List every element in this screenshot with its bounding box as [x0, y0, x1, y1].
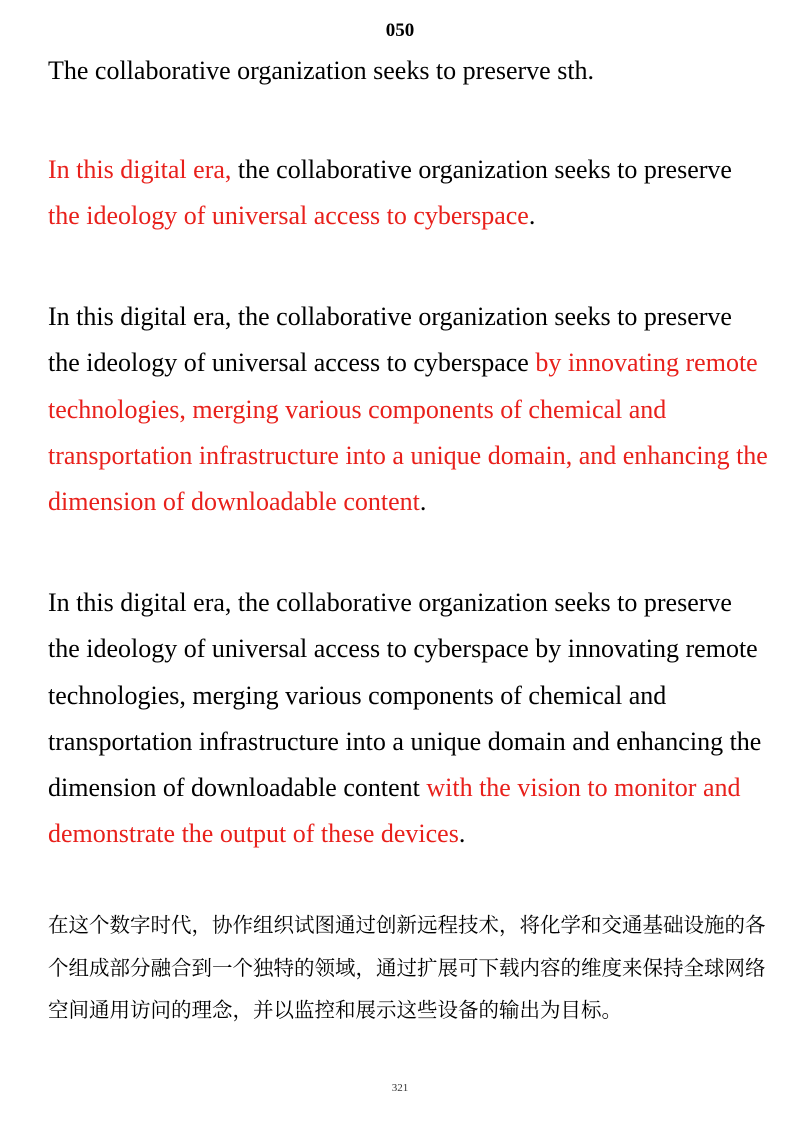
- sentence-text: In this digital era, the collaborative organization seeks to preserve the ideology of universal access to cyberspace by innovating remote technologies, merging various components of chemical and transportation infrastructure into a unique domain and enhancing the dimension of downloadable content: [48, 588, 762, 803]
- sentence-text: In this digital era, the collaborative organization seeks to preserve the ideology of universal access to cyberspace: [48, 302, 732, 378]
- sentence-punctuation: .: [419, 487, 427, 517]
- page-number: 321: [391, 1082, 409, 1094]
- base-sentence-text: The collaborative organization seeks to preserve sth.: [48, 56, 595, 85]
- sentence-punctuation: .: [458, 819, 466, 849]
- sentence-number: 050: [385, 20, 415, 41]
- sentence-text: the collaborative organization seeks to preserve: [231, 155, 732, 184]
- added-phrase: by innovating remote technologies, merging various components of chemical and transportation infrastructure into a unique domain, and enhancing the dimension of downloadable content: [48, 348, 768, 517]
- expanded-sentence-3: [48, 580, 768, 858]
- base-sentence: [48, 48, 768, 94]
- expanded-sentence-1: [48, 147, 768, 240]
- added-phrase: the ideology of universal access to cyberspace: [48, 201, 529, 231]
- chinese-translation: 在这个数字时代，协作组织试图通过创新远程技术，将化学和交通基础设施的各个组成部分融合到一个独特的领域，通过扩展可下载内容的维度来保持全球网络空间通用访问的理念，并以监控和展示这些设备的输出为目标。: [48, 913, 766, 1022]
- expanded-sentence-2: [48, 294, 768, 525]
- sentence-punctuation: .: [528, 201, 536, 231]
- added-phrase: In this digital era,: [48, 155, 232, 184]
- added-phrase: with the vision to monitor and demonstrate the output of these devices: [48, 773, 741, 849]
